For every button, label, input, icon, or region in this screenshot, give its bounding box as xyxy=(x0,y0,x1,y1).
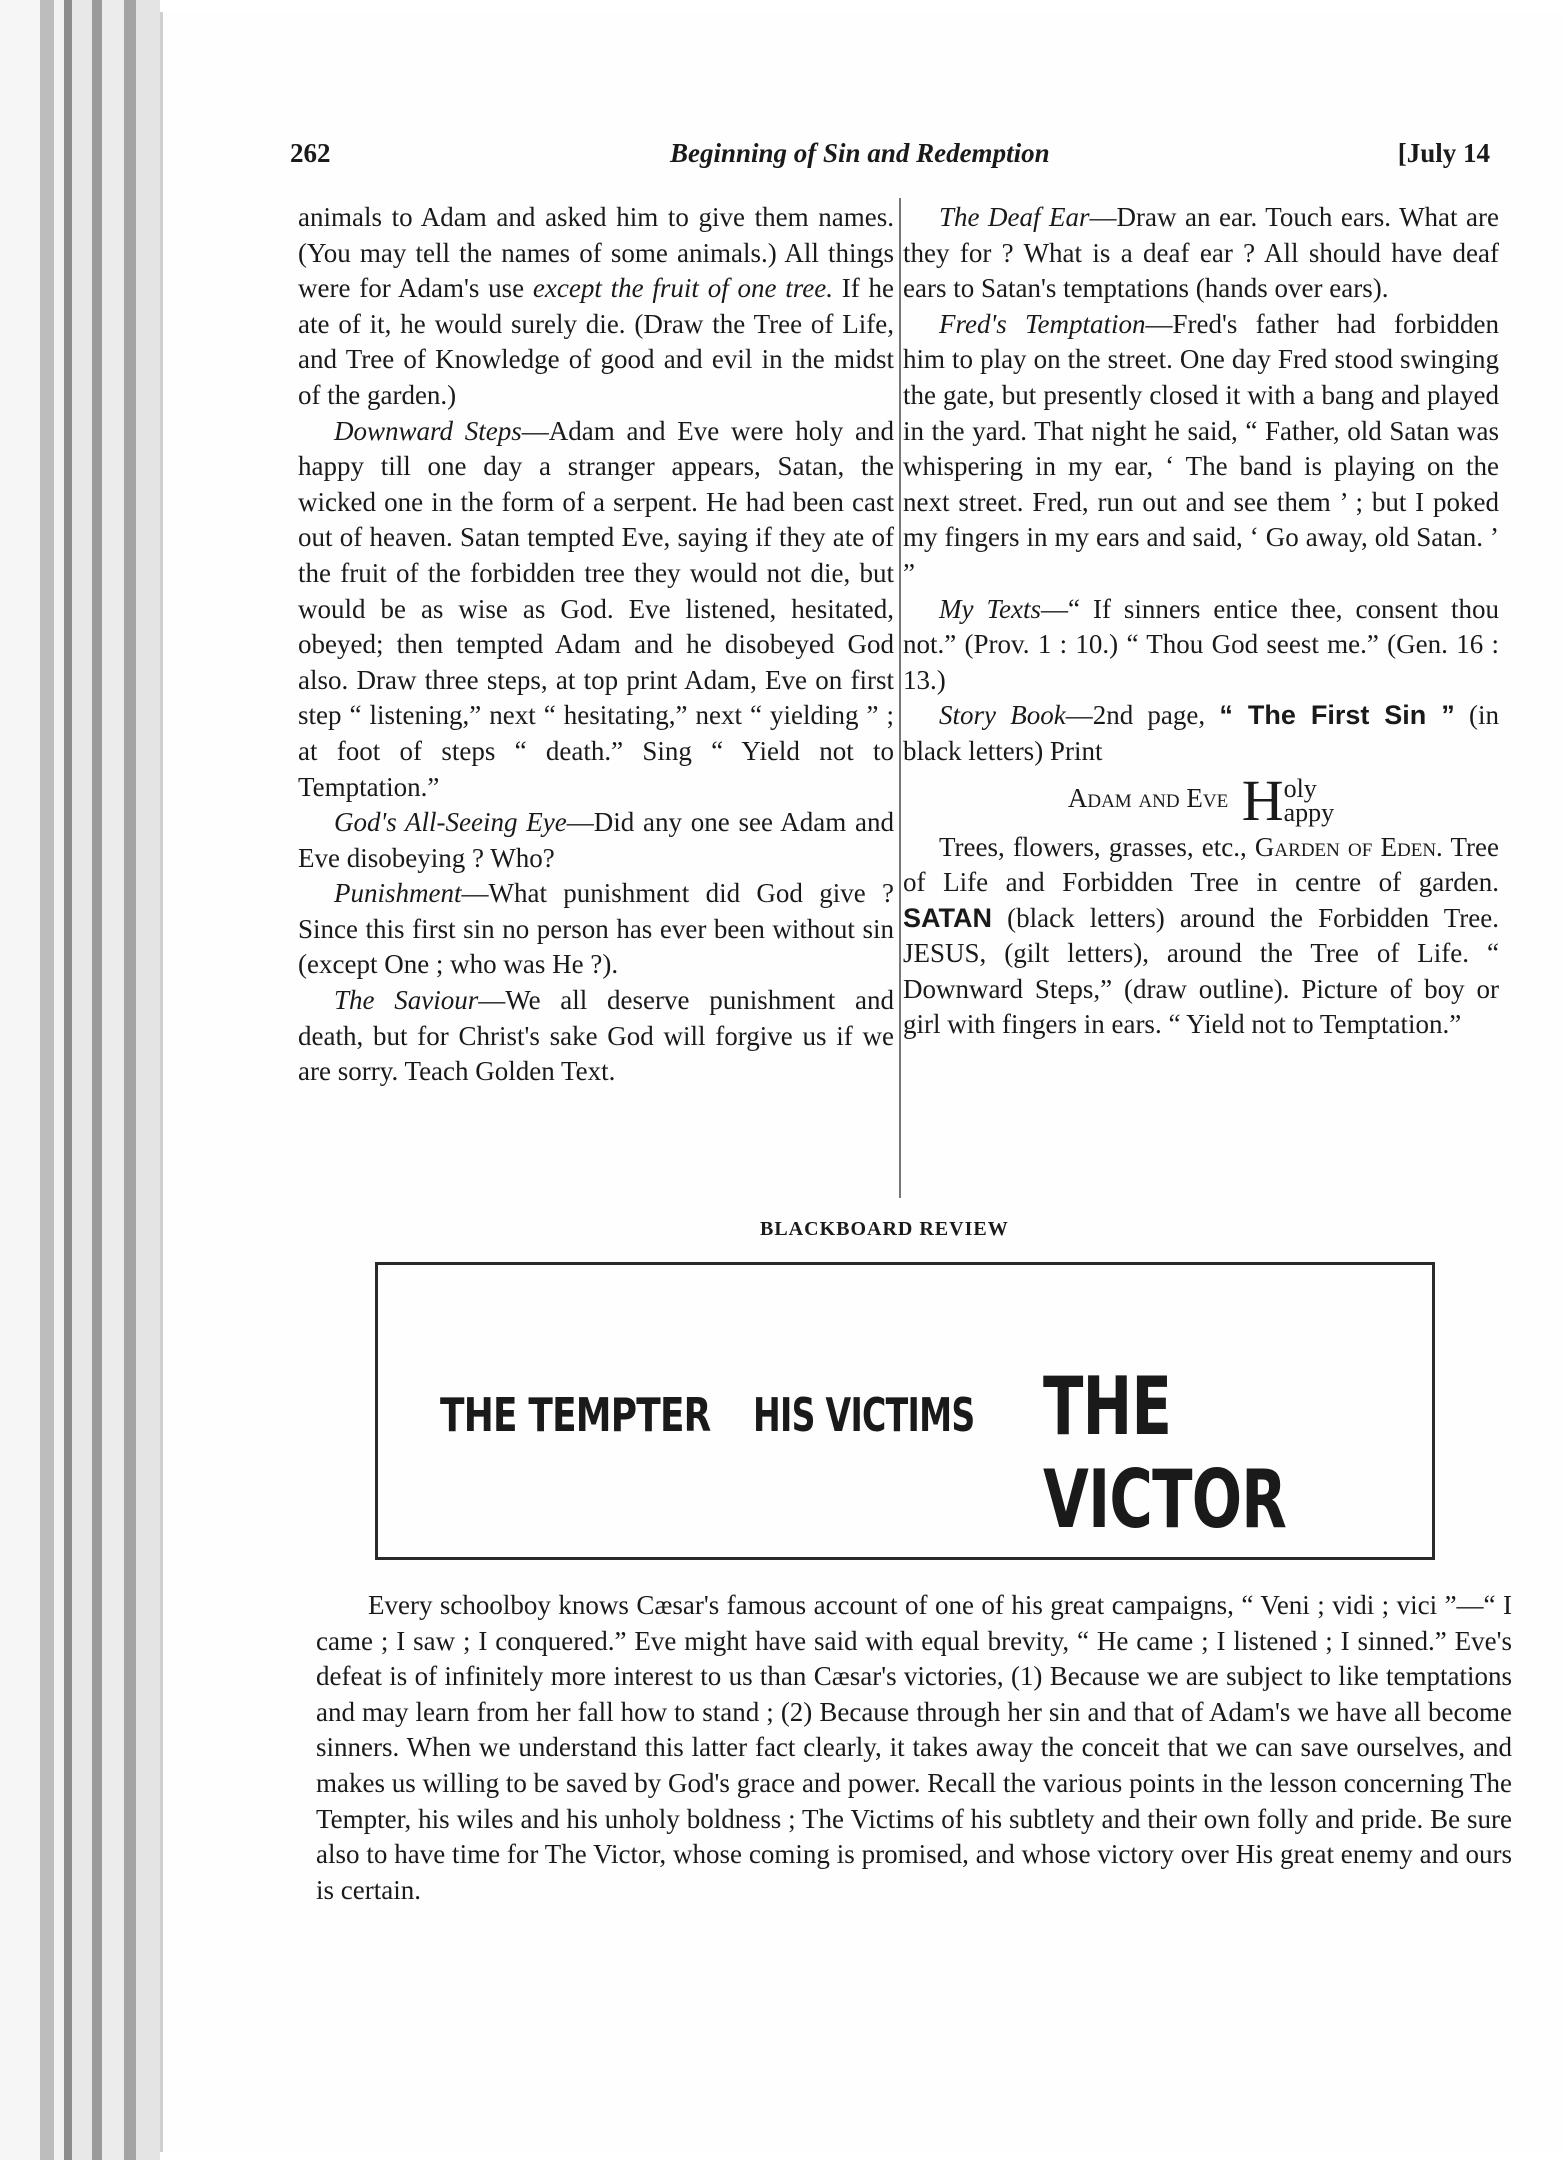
paragraph-garden-of-eden: Trees, flowers, grasses, etc., Garden of Eden. Tree of Life and Forbidden Tree in centre of garden. SATAN (black letters) around the Forbidden Tree. JESUS, (gilt letters), around the Tree of Life. “ Downward Steps,” (draw outline). Picture of boy or girl with fingers in ears. “ Yield not to Temptation.” xyxy=(903,831,1500,1040)
blackboard-tempter: THE TEMPTER xyxy=(440,1388,711,1442)
page-number: 262 xyxy=(290,138,331,168)
paragraph-my-texts: My Texts—“ If sinners entice thee, consent thou not.” (Prov. 1 : 10.) “ Thou God seest me.” (Gen. 16 : 13.) xyxy=(903,593,1499,695)
blackboard-review-heading: BLACKBOARD REVIEW xyxy=(760,1218,1009,1240)
paragraph-downward-steps: Downward Steps—Adam and Eve were holy and happy till one day a stranger appears, Satan, the wicked one in the form of a serpent. He had been cast out of heaven. Satan tempted Eve, saying if they ate of the fruit of the forbidden tree they would not die, but would be as wise as God. Eve listened, hesitated, obeyed; then tempted Adam and he disobeyed God also. Draw three steps, at top print Adam, Eve on first step “ listening,” next “ hesitating,” next “ yielding ” ; at foot of steps “ death.” Sing “ Yield not to Temptation.” xyxy=(298,415,894,802)
right-column xyxy=(903,200,1499,1043)
holy-happy-diagram: Adam and Eve Holy appy xyxy=(1067,767,1335,833)
adam-and-eve-label: Adam and Eve xyxy=(1067,782,1229,813)
column-divider xyxy=(899,198,901,1198)
shared-capital-h: H xyxy=(1241,767,1284,833)
issue-date: [July 14 xyxy=(1397,138,1490,168)
paragraph-deaf-ear: The Deaf Ear—Draw an ear. Touch ears. What are they for ? What is a deaf ear ? All should have deaf ears to Satan's temptations (hands over ears). xyxy=(903,202,1500,304)
blackboard-review-box xyxy=(375,1262,1435,1560)
left-column xyxy=(298,200,894,1090)
page-header xyxy=(290,138,1490,178)
paragraph-saviour: The Saviour—We all deserve punishment and death, but for Christ's sake God will forgive us if we are sorry. Teach Golden Text. xyxy=(298,985,894,1087)
paragraph-naming-animals: animals to Adam and asked him to give them names. (You may tell the names of some animals.) All things were for Adam's use except the fruit of one tree. If he ate of it, he would surely die. (Draw the Tree of Life, and Tree of Knowledge of good and evil in the midst of the garden.) xyxy=(298,202,894,410)
paragraph-freds-temptation: Fred's Temptation—Fred's father had forbidden him to play on the street. One day Fred stood swinging the gate, but presently closed it with a bang and played in the yard. That night he said, “ Father, old Satan was whispering in my ear, ‘ The band is playing on the next street. Fred, run out and see them ’ ; but I poked my fingers in my ears and said, ‘ Go away, old Satan. ’ ” xyxy=(903,308,1499,588)
paragraph-all-seeing-eye: God's All-Seeing Eye—Did any one see Adam and Eve disobeying ? Who? xyxy=(298,807,894,873)
running-title: Beginning of Sin and Redemption xyxy=(670,138,1050,168)
closing-paragraph-block xyxy=(316,1588,1512,1908)
paragraph-story-book: Story Book—2nd page, “ The First Sin ” (in black letters) Print xyxy=(903,700,1499,766)
paragraph-punishment: Punishment—What punishment did God give ? Since this first sin no person has ever been without sin (except One ; who was He ?). xyxy=(298,878,894,980)
blackboard-victor: THE VICTOR xyxy=(1043,1360,1287,1546)
blackboard-victims: HIS VICTIMS xyxy=(753,1388,975,1442)
closing-paragraph: Every schoolboy knows Cæsar's famous account of one of his great campaigns, “ Veni ; vidi ; vici ”—“ I came ; I saw ; I conquered.” Eve might have said with equal brevity, “ He came ; I listened ; I sinned.” Eve's defeat is of infinitely more interest to us than Cæsar's victories, (1) Because we are subject to like temptations and may learn from her fall how to stand ; (2) Because through her sin and that of Adam's we have all become sinners. When we understand this latter fact clearly, it takes away the conceit that we can save ourselves, and makes us willing to be saved by God's grace and power. Recall the various points in the lesson concerning The Tempter, his wiles and his unholy boldness ; The Victims of his subtlety and their own folly and pride. Be sure also to have time for The Victor, whose coming is promised, and whose victory over His great enemy and ours is certain. xyxy=(316,1590,1512,1905)
